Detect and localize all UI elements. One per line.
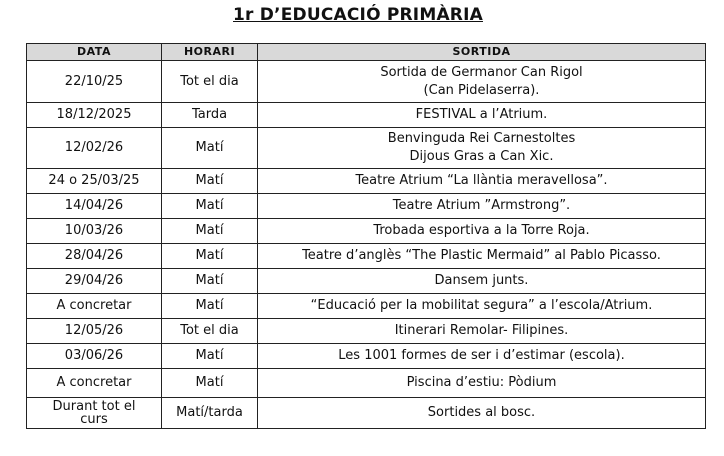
cell-data: 28/04/26 [27,244,162,269]
document-title: 1r D’EDUCACIÓ PRIMÀRIA [233,5,483,25]
cell-horari: Matí [162,128,258,169]
cell-sortida: “Educació per la mobilitat segura” a l’escola/Atrium. [258,294,706,319]
cell-sortida: Benvinguda Rei Carnestoltes Dijous Gras a Can Xic. [258,128,706,169]
cell-data: 18/12/2025 [27,103,162,128]
cell-data: 03/06/26 [27,344,162,369]
cell-sortida: Piscina d’estiu: Pòdium [258,369,706,398]
cell-horari: Matí/tarda [162,398,258,429]
cell-data: 14/04/26 [27,194,162,219]
table-row [27,319,706,344]
table-row [27,103,706,128]
column-header-sortida: SORTIDA [258,44,706,61]
table-row [27,128,706,169]
cell-sortida: Sortida de Germanor Can Rigol (Can Pidelaserra). [258,61,706,103]
cell-horari: Matí [162,219,258,244]
excursions-table [26,43,706,429]
cell-sortida: Teatre Atrium ”Armstrong”. [258,194,706,219]
table-row [27,61,706,103]
cell-sortida: Trobada esportiva a la Torre Roja. [258,219,706,244]
cell-sortida: Sortides al bosc. [258,398,706,429]
cell-horari: Matí [162,194,258,219]
cell-data: 10/03/26 [27,219,162,244]
cell-horari: Tot el dia [162,319,258,344]
cell-data: 29/04/26 [27,269,162,294]
cell-sortida: Dansem junts. [258,269,706,294]
table-row [27,294,706,319]
cell-data: Durant tot el curs [27,398,162,429]
cell-horari: Matí [162,244,258,269]
column-header-horari: HORARI [162,44,258,61]
table-row [27,194,706,219]
table-header-row [27,44,706,61]
column-header-data: DATA [27,44,162,61]
cell-data: A concretar [27,369,162,398]
cell-sortida: Teatre d’anglès “The Plastic Mermaid” al Pablo Picasso. [258,244,706,269]
cell-data: 12/02/26 [27,128,162,169]
table-row [27,344,706,369]
cell-data: 22/10/25 [27,61,162,103]
cell-horari: Tot el dia [162,61,258,103]
cell-horari: Tarda [162,103,258,128]
cell-horari: Matí [162,269,258,294]
table-row [27,219,706,244]
table-row [27,169,706,194]
cell-horari: Matí [162,169,258,194]
cell-horari: Matí [162,344,258,369]
table-row [27,369,706,398]
cell-sortida: Teatre Atrium “La llàntia meravellosa”. [258,169,706,194]
table-row [27,244,706,269]
cell-sortida: Itinerari Remolar- Filipines. [258,319,706,344]
cell-horari: Matí [162,294,258,319]
cell-data: 12/05/26 [27,319,162,344]
cell-sortida: Les 1001 formes de ser i d’estimar (escola). [258,344,706,369]
table-row [27,398,706,429]
cell-horari: Matí [162,369,258,398]
table-row [27,269,706,294]
cell-sortida: FESTIVAL a l’Atrium. [258,103,706,128]
cell-data: 24 o 25/03/25 [27,169,162,194]
cell-data: A concretar [27,294,162,319]
